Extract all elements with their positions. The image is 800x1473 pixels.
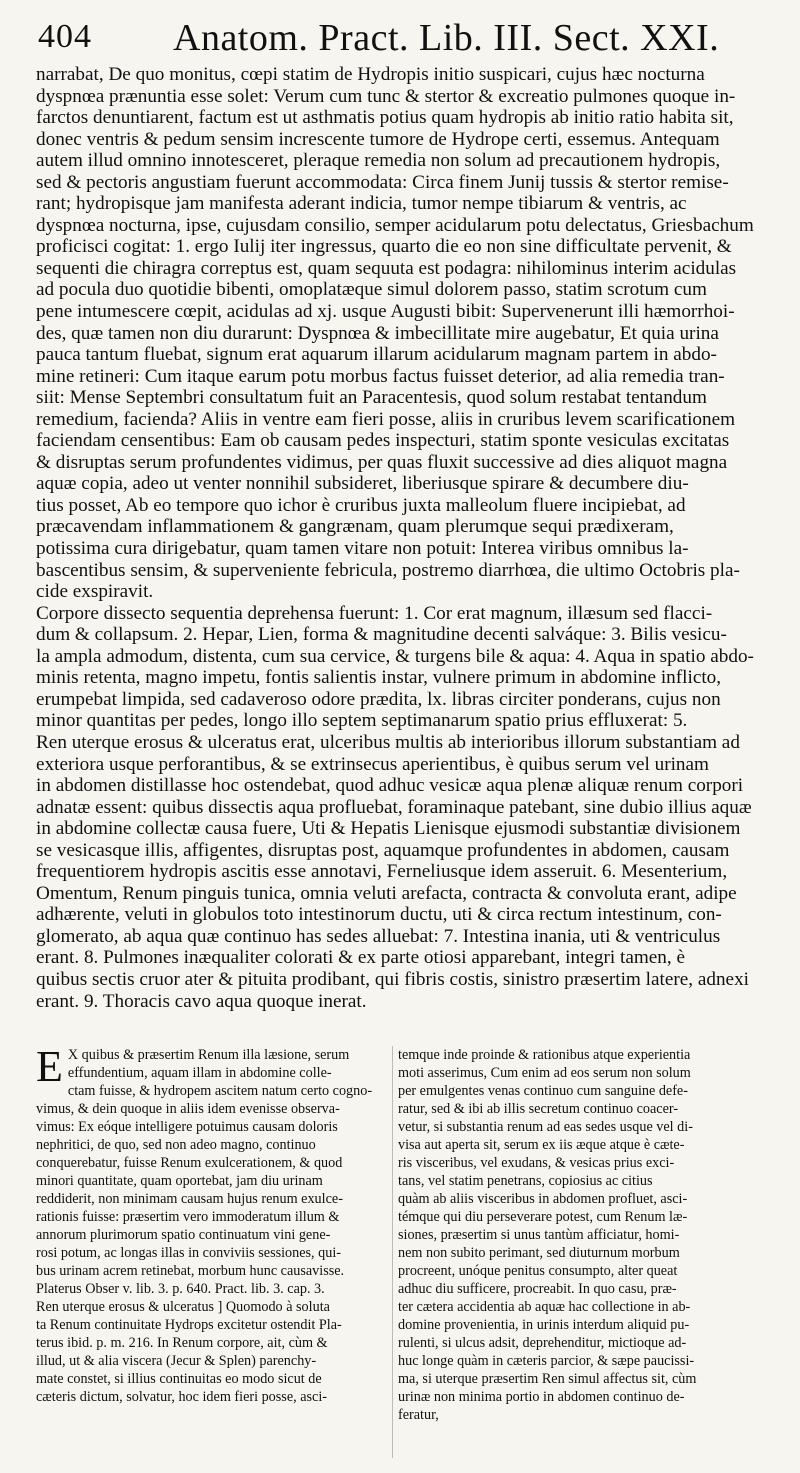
text-line: erant. 9. Thoracis cavo aqua quoque inerat. bbox=[36, 990, 367, 1012]
text-line: adnatæ essent: quibus dissectis aqua profluebat, foraminaque patebant, sine dubio illius aquæ bbox=[36, 796, 752, 818]
text-line: rant; hydropisque jam manifesta aderant indicia, tumor nempe tibiarum & ventris, ac bbox=[36, 193, 687, 215]
page-number: 404 bbox=[38, 18, 92, 55]
text-line: témque qui diu perseverare potest, cum Renum læ- bbox=[398, 1209, 688, 1225]
text-line: urinæ non minima portio in abdomen continuo de- bbox=[398, 1389, 685, 1405]
text-line: minis retenta, magno impetu, fontis salientis instar, vulnere primum in abdomine inflicto, bbox=[36, 667, 722, 689]
text-line: conquerebatur, fuisse Renum exulcerationem, & quod bbox=[36, 1155, 343, 1171]
text-line: quibus sectis cruor ater & pituita prodibant, qui fibris costis, sinistro præsertim latere, adnexi bbox=[36, 968, 749, 990]
text-line: tius posset, Ab eo tempore quo ichor è cruribus juxta malleolum fluere incipiebat, ad bbox=[36, 494, 686, 516]
text-line: faciendam censentibus: Eam ob causam pedes inspecturi, statim sponte vesiculas excitatas bbox=[36, 430, 730, 452]
text-line: feratur, bbox=[398, 1407, 439, 1423]
text-line: ris visceribus, vel exudans, & vesicas prius exci- bbox=[398, 1155, 675, 1171]
text-line: la ampla admodum, distenta, cum sua cervice, & turgens bile & aqua: 4. Aqua in spatio abdo- bbox=[36, 645, 754, 667]
text-line: dum & collapsum. 2. Hepar, Lien, forma & magnitudine decenti salváque: 3. Bilis vesicu- bbox=[36, 624, 727, 646]
text-line: temque inde proinde & rationibus atque experientia bbox=[398, 1047, 691, 1063]
text-line: præcavendam inflammationem & gangrænam, quam plerumque sequi prædixeram, bbox=[36, 516, 674, 538]
text-line: reddiderit, non minimam causam hujus renum exulce- bbox=[36, 1191, 343, 1207]
text-line: vimus, & dein quoque in aliis idem evenisse observa- bbox=[36, 1101, 340, 1117]
text-line: dyspnœa nocturna, ipse, cujusdam consilio, semper acidularum potu delectatus, Griesbachum bbox=[36, 214, 754, 236]
text-line: ta Renum continuitate Hydrops excitetur ostendit Pla- bbox=[36, 1317, 342, 1333]
text-line: effundentium, aquam illam in abdomine colle- bbox=[67, 1065, 332, 1081]
text-line: in abdomen distillasse hoc ostendebat, quod adhuc vesicæ aqua plenæ aliquæ renum corpori bbox=[36, 775, 744, 797]
text-line: bascentibus sensim, & superveniente febricula, postremo diarrhœa, die ultimo Octobris pla- bbox=[36, 559, 740, 581]
text-line: minor quantitas per pedes, longo illo septem septimanarum spatio prius effluxerat: 5. bbox=[36, 710, 688, 732]
text-line: Platerus Obser v. lib. 3. p. 640. Pract. lib. 3. cap. 3. bbox=[36, 1281, 325, 1297]
text-line: rulenti, si ulcus adsit, deprehenditur, mictioque ad- bbox=[398, 1335, 687, 1351]
text-line: visa aut aperta sit, serum ex iis æque atque è cæte- bbox=[398, 1137, 685, 1153]
text-line: in abdomine collectæ causa fuere, Uti & Hepatis Lienisque ejusmodi substantiæ divisionem bbox=[36, 818, 741, 840]
text-line: potissima cura dirigebatur, quam tamen vitare non potuit: Interea viribus omnibus la- bbox=[36, 538, 689, 560]
text-line: bus urinam acrem retinebat, morbum hunc causavisse. bbox=[36, 1263, 345, 1279]
text-line: ctam fuisse, & hydropem ascitem natum certo cogno- bbox=[67, 1083, 373, 1099]
text-line: erant. 8. Pulmones inæqualiter colorati & ex parte otiosi apparebant, integri tamen, è bbox=[36, 947, 685, 969]
text-line: glomerato, ab aqua quæ continuo has sedes alluebat: 7. Intestina inania, uti & ventriculus bbox=[36, 925, 721, 947]
text-line: cide exspiravit. bbox=[36, 581, 154, 603]
text-line: mate constet, si illius continuitas eo modo sicut de bbox=[36, 1371, 322, 1387]
text-line: rationis fuisse: præsertim vero immoderatum illum & bbox=[36, 1209, 340, 1225]
page-header bbox=[38, 14, 778, 66]
text-line: nephritici, de quo, sed non adeo magno, continuo bbox=[36, 1137, 316, 1153]
text-line: aquæ copia, adeo ut venter nonnihil subsideret, liberiusque spirare & decumbere diu- bbox=[36, 473, 689, 495]
text-line: dyspnœa prænuntia esse solet: Verum cum tunc & stertor & excreatio pulmones quoque in- bbox=[36, 85, 736, 107]
text-line: sequenti die chiragra correptus est, quam sequuta est podagra: nihilominus interim acidulas bbox=[36, 257, 737, 279]
case-narrative bbox=[36, 64, 774, 1012]
text-line: vimus: Ex eóque intelligere potuimus causam doloris bbox=[36, 1119, 338, 1135]
text-line: procreent, unóque penitus consumpto, alter queat bbox=[398, 1263, 678, 1279]
text-line: proficisci cogitat: 1. ergo Iulij iter ingressus, quarto die eo non sine difficultate pervenit, & bbox=[36, 236, 732, 258]
column-divider bbox=[392, 1046, 393, 1458]
text-line: pauca tantum fluebat, signum erat aquarum illarum acidularum magnam partem in abdo- bbox=[36, 344, 717, 366]
text-line: Ren uterque erosus & ulceratus ] Quomodo à soluta bbox=[36, 1299, 330, 1315]
text-line: tans, vel statim penetrans, copiosius ac citius bbox=[398, 1173, 653, 1189]
text-line: & disruptas serum profundentes vidimus, per quas fluxit successive ad dies aliquot magna bbox=[36, 451, 728, 473]
text-line: pene intumescere cœpit, acidulas ad xj. usque Augusti bibit: Supervenerunt illi hæmorrhoi- bbox=[36, 301, 735, 323]
text-line: remedium, facienda? Aliis in ventre eam fieri posse, aliis in cruribus levem scarificationem bbox=[36, 408, 736, 430]
text-line: Ren uterque erosus & ulceratus erat, ulceribus multis ab interioribus illorum substantiam ad bbox=[36, 731, 740, 753]
drop-cap: E bbox=[36, 1042, 63, 1091]
text-line: domine provenientia, in urinis interdum aliquid pu- bbox=[398, 1317, 690, 1333]
text-line: ter cætera accidentia ab aquæ hac collectione in ab- bbox=[398, 1299, 691, 1315]
text-line: X quibus & præsertim Renum illa læsione, serum bbox=[67, 1047, 350, 1063]
text-line: minori quantitate, quam oportebat, jam diu urinam bbox=[36, 1173, 323, 1189]
text-line: exteriora usque perforantibus, & se extrinsecus aperientibus, è quibus serum vel urinam bbox=[36, 753, 709, 775]
text-line: Omentum, Renum pinguis tunica, omnia veluti arefacta, contracta & convoluta erant, adipe bbox=[36, 882, 737, 904]
text-line: nem non subito perimant, sed diuturnum morbum bbox=[398, 1245, 680, 1261]
text-line: frequentiorem hydropis ascitis esse annotavi, Ferneliusque idem asseruit. 6. Mesenterium, bbox=[36, 861, 728, 883]
text-line: per emulgentes venas continuo cum sanguine defe- bbox=[398, 1083, 688, 1099]
text-line: vetur, si substantia renum ad eas sedes usque vel di- bbox=[398, 1119, 693, 1135]
text-line: siit: Mense Septembri consultatum fuit an Paracentesis, quod solum restabat tentandum bbox=[36, 387, 707, 409]
text-line: donec ventris & pedum sensim increscente tumore de Hydrope certi, essemus. Antequam bbox=[36, 128, 720, 150]
text-line: se vesicasque illis, affigentes, disruptas post, aquamque profundentes in abdomen, causam bbox=[36, 839, 730, 861]
text-line: huc longe quàm in cæteris parcior, & sæpe paucissi- bbox=[398, 1353, 695, 1369]
text-line: terus ibid. p. m. 216. In Renum corpore, ait, cùm & bbox=[36, 1335, 328, 1351]
text-line: quàm ab aliis visceribus in abdomen profluet, asci- bbox=[398, 1191, 688, 1207]
running-head: Anatom. Pract. Lib. III. Sect. XXI. bbox=[173, 17, 720, 59]
text-line: farctos denuntiarent, factum est ut asthmatis potius quam hydropis ab initio ratio habita sit, bbox=[36, 107, 734, 129]
commentary-left-column bbox=[36, 1042, 390, 1406]
text-line: illud, ut & alia viscera (Jecur & Splen) parenchy- bbox=[36, 1353, 317, 1369]
commentary-right-column bbox=[398, 1046, 770, 1424]
text-line: mine retineri: Cum itaque earum potu morbus factus fuisset deterior, ad alia remedia tran- bbox=[36, 365, 725, 387]
text-line: sed & pectoris angustiam fuerunt accommodata: Circa finem Junij tussis & stertor remise- bbox=[36, 171, 729, 193]
text-line: rosi potum, ac longas illas in conviviis sessiones, qui- bbox=[36, 1245, 342, 1261]
text-line: siones, præsertim si unus tantùm afficiatur, homi- bbox=[398, 1227, 680, 1243]
text-line: adhærente, veluti in globulos toto intestinorum ductu, uti & circa rectum intestinum, con- bbox=[36, 904, 722, 926]
text-line: ad pocula duo quotidie bibenti, omoplatæque simul dolorem passo, statim scrotum cum bbox=[36, 279, 707, 301]
text-line: moti asserimus, Cum enim ad eos serum non solum bbox=[398, 1065, 691, 1081]
text-line: narrabat, De quo monitus, cœpi statim de Hydropis initio suspicari, cujus hæc nocturna bbox=[36, 64, 705, 85]
text-line: des, quæ tamen non diu durarunt: Dyspnœa & imbecillitate mire augebatur, Et quia urina bbox=[36, 322, 719, 344]
text-line: cæteris dictum, solvatur, hoc idem fieri posse, asci- bbox=[36, 1389, 327, 1405]
text-line: erumpebat limpida, sed cadaveroso odore prædita, lx. libras circiter ponderans, cujus non bbox=[36, 688, 721, 710]
text-line: autem illud omnino innotesceret, pleraque remedia non solum ad precautionem hydropis, bbox=[36, 150, 721, 172]
text-line: Corpore dissecto sequentia deprehensa fuerunt: 1. Cor erat magnum, illæsum sed flacci- bbox=[36, 602, 713, 624]
text-line: ma, si uterque præsertim Ren simul affectus sit, cùm bbox=[398, 1371, 697, 1387]
text-line: annorum plurimorum spatio continuatum vini gene- bbox=[36, 1227, 331, 1243]
text-line: ratur, sed & ibi ab illis secretum continuo coacer- bbox=[398, 1101, 679, 1117]
text-line: adhuc diu sufficere, procreabit. In quo casu, præ- bbox=[398, 1281, 677, 1297]
